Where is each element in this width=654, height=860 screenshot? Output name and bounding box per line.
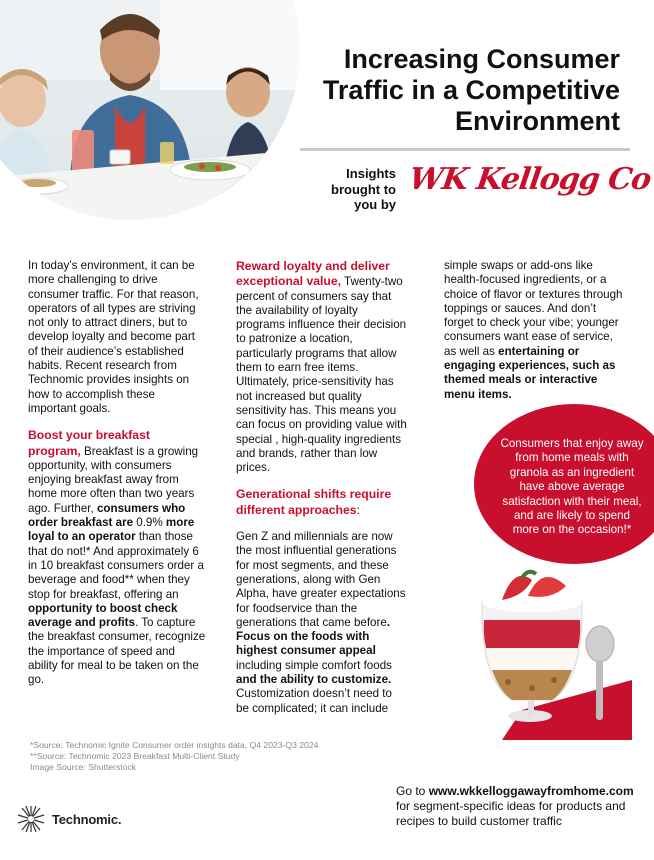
generational-heading: Generational shifts require different approaches <box>236 487 392 517</box>
breakfast-text: . To capture the breakfast consumer, recognize the importance of speed and ability for meal to be taken on the go. <box>28 616 206 687</box>
intro-paragraph: In today’s environment, it can be more challenging to drive consumer traffic. For that reason, operators of all types are striving not only to attract diners, but to develop loyalty and become part of their audience’s established habits. Recent research from Technomic provides insights on how to accomplish these important goals. <box>28 259 199 415</box>
wk-kellogg-logo: WK Kellogg Co <box>407 162 653 197</box>
page-title: Increasing Consumer Traffic in a Competitive Environment <box>322 44 620 137</box>
breakfast-text: 0.9% <box>133 516 166 530</box>
breakfast-heading: Boost your breakfast program, <box>28 428 150 458</box>
customization-paragraph <box>444 259 624 402</box>
generational-paragraph <box>236 530 408 716</box>
breakfast-text: than those that do not!* And approximately 6 in 10 breakfast consumers order a beverage and food** when they stop for breakfast, offering an <box>28 530 204 601</box>
sources <box>30 740 370 773</box>
website-link[interactable]: www.wkkelloggawayfromhome.com <box>428 784 634 798</box>
hero-photo <box>0 0 300 220</box>
generational-text: including simple comfort foods <box>236 658 392 672</box>
header-divider <box>300 148 630 151</box>
loyalty-heading: Reward loyalty and deliver exceptional value, <box>236 259 390 289</box>
loyalty-text: Twenty-two percent of consumers say that the availability of loyalty programs influence their decision to patronize a location, particularly programs that allow them to earn free items. Ultimately, price-sensitivity has not increased but quality sensitivity has. This means you can focus on providing value with special , high-quality ingredients and brands, rather than low prices. <box>236 275 407 475</box>
customization-text: simple swaps or add-ons like health-focused ingredients, or a choice of flavor or textures through toppings or sauces. And don’t forget to check your vibe; younger consumers want ease of service, as well as <box>444 259 623 358</box>
breakfast-emphasis-2: more loyal to an operator <box>28 516 195 544</box>
generational-text: Customization doesn’t need to be complicated; it can include <box>236 687 392 715</box>
generational-text: Gen Z and millennials are now the most influential generations for most segments, and these generations, along with Gen Alpha, have greater expectations for foodservice than the generations that came before <box>236 530 406 629</box>
technomic-logo <box>16 804 121 834</box>
source-line: Image Source: Shutterstock <box>30 762 137 772</box>
source-line: **Source: Technomic 2023 Breakfast Multi-Client Study <box>30 751 240 761</box>
breakfast-paragraph <box>28 428 206 687</box>
column-2 <box>236 259 408 728</box>
breakfast-emphasis-1: consumers who order breakfast are <box>28 501 186 530</box>
column-1 <box>28 259 206 700</box>
source-line: *Source: Technomic Ignite Consumer order insights data, Q4 2023-Q3 2024 <box>30 740 319 750</box>
customization-emphasis: entertaining or engaging experiences, such as themed meals or interactive menu items. <box>444 344 616 401</box>
cta-suffix: for segment-specific ideas for products and recipes to build customer traffic <box>396 799 626 828</box>
call-to-action <box>396 784 648 829</box>
generational-emphasis-1: . Focus on the foods with highest consumer appeal <box>236 615 391 658</box>
technomic-burst-icon <box>16 804 46 834</box>
cta-prefix: Go to <box>396 784 429 798</box>
generational-heading-line <box>236 487 408 518</box>
breakfast-text: Breakfast is a growing opportunity, with consumers enjoying breakfast away from home more often than two years ago. Further, <box>28 444 199 515</box>
insights-label: Insights brought to you by <box>331 166 396 213</box>
generational-emphasis-2: and the ability to customize. <box>236 673 392 687</box>
breakfast-emphasis-3: opportunity to boost check average and profits <box>28 601 178 630</box>
generational-colon: : <box>356 503 360 517</box>
technomic-wordmark: Technomic. <box>52 811 122 827</box>
loyalty-paragraph <box>236 259 408 475</box>
parfait-photo <box>462 560 632 740</box>
column-3 <box>444 259 624 414</box>
callout-text: Consumers that enjoy away from home meals with granola as an ingredient have above average satisfaction with their meal, and are likely to spend more on the occasion!* <box>500 437 644 537</box>
